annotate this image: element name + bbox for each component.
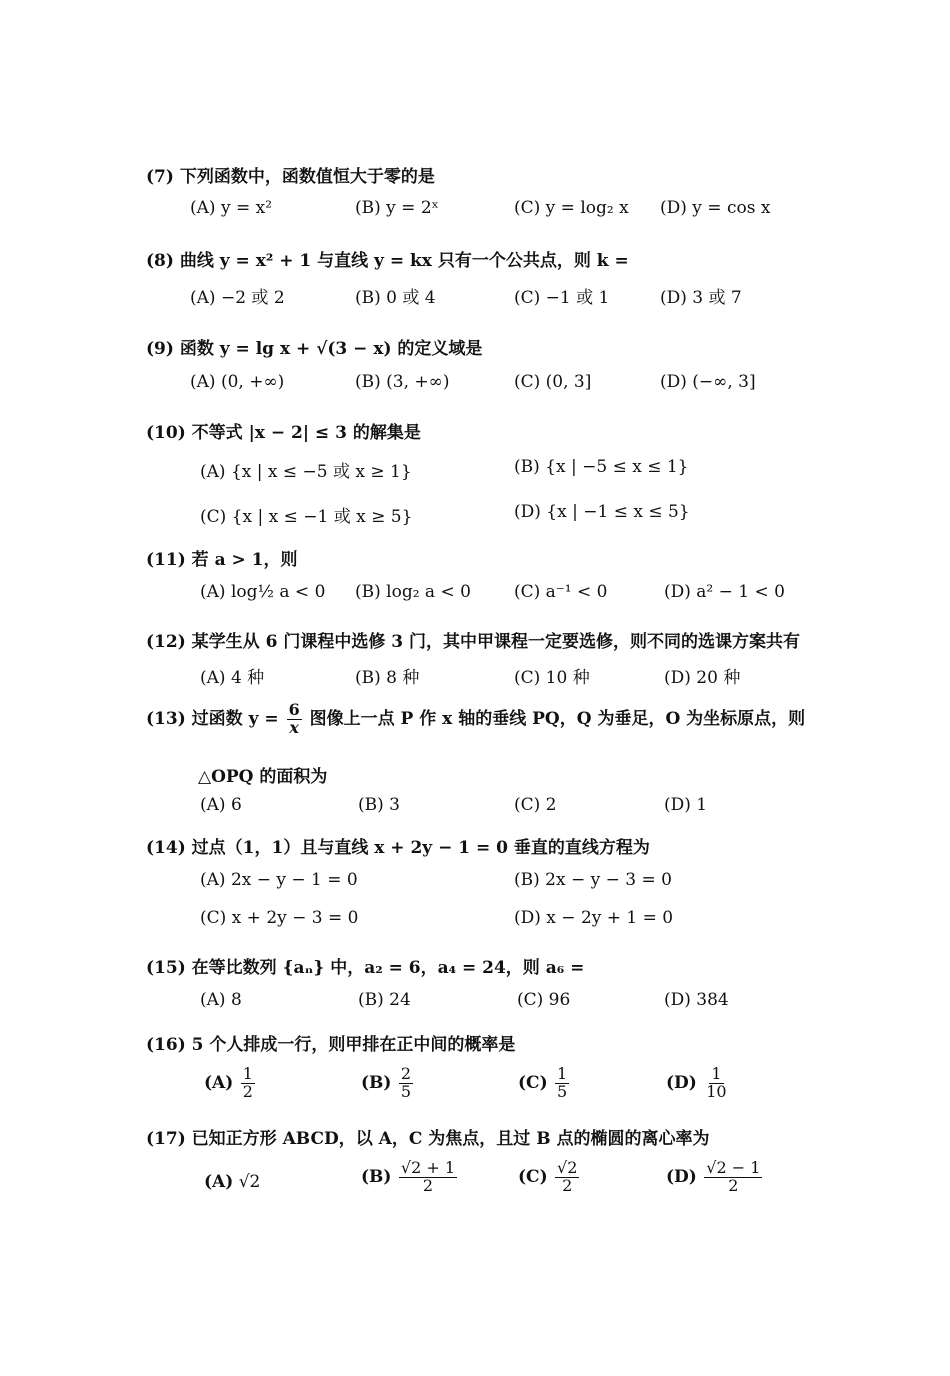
option-d: (D) (−∞, 3]: [660, 372, 756, 392]
fraction-denominator: 2: [422, 1175, 434, 1195]
question-11: [146, 545, 298, 570]
fraction-denominator: 10: [706, 1081, 727, 1101]
fraction-denominator: 2: [242, 1081, 253, 1101]
option-label: (C): [518, 1166, 548, 1187]
option-b: [361, 1066, 415, 1101]
option-d: (D) x − 2y + 1 = 0: [514, 908, 674, 928]
question-stem: 5 个人排成一行，则甲排在正中间的概率是: [191, 1035, 516, 1055]
question-stem-part-a: 过函数 y =: [191, 708, 285, 729]
question-number: (7): [146, 167, 174, 187]
fraction: [704, 1066, 728, 1101]
option-label: (D): [666, 1166, 697, 1187]
question-number: (10): [146, 423, 186, 443]
fraction-numerator: 6: [288, 700, 300, 719]
fraction-numerator: √2: [557, 1158, 578, 1177]
option-c: (C) 96: [517, 990, 571, 1010]
option-d: (D) a² − 1 < 0: [664, 582, 785, 602]
fraction-denominator: 5: [400, 1081, 412, 1101]
fraction-numerator: 1: [242, 1064, 253, 1083]
option-label: (B): [361, 1166, 392, 1187]
option-d: (D) 384: [664, 990, 729, 1010]
question-13: [146, 702, 805, 737]
question-number: (16): [146, 1035, 186, 1055]
fraction-numerator: 1: [557, 1064, 568, 1083]
option-a: [204, 1066, 257, 1101]
fraction: [704, 1160, 762, 1195]
question-7: [146, 162, 435, 187]
option-d: (D) {x | −1 ≤ x ≤ 5}: [514, 502, 690, 522]
option-a: (A) 4 种: [200, 668, 265, 688]
option-b: (B) 3: [358, 795, 400, 815]
option-a: (A) 2x − y − 1 = 0: [200, 870, 358, 890]
fraction-denominator: 5: [557, 1081, 568, 1101]
option-d: [666, 1066, 731, 1101]
option-a: (A) {x | x ≤ −5 或 x ≥ 1}: [200, 462, 412, 482]
question-16: [146, 1030, 515, 1055]
question-number: (13): [146, 708, 186, 729]
option-value: √2: [238, 1172, 261, 1192]
question-stem: 函数 y = lg x + √(3 − x) 的定义域是: [179, 339, 483, 359]
option-label: (D): [666, 1072, 697, 1093]
option-c: (C) −1 或 1: [514, 288, 610, 308]
option-b: (B) log₂ a < 0: [355, 582, 471, 602]
option-c: (C) 10 种: [514, 668, 590, 688]
fraction-denominator: 2: [562, 1175, 573, 1195]
question-stem: 若 a > 1，则: [191, 550, 298, 570]
option-b: (B) {x | −5 ≤ x ≤ 1}: [514, 457, 689, 477]
option-a: (A) −2 或 2: [190, 288, 285, 308]
fraction-denominator: x: [289, 717, 299, 737]
option-c: [518, 1066, 571, 1101]
option-a: (A) log½ a < 0: [200, 582, 326, 602]
question-13-line-2: △OPQ 的面积为: [198, 767, 328, 787]
option-d: (D) 3 或 7: [660, 288, 742, 308]
fraction-denominator: 2: [728, 1175, 739, 1195]
fraction-numerator: 1: [711, 1064, 722, 1083]
option-a: (A) (0, +∞): [190, 372, 285, 392]
option-c: (C) {x | x ≤ −1 或 x ≥ 5}: [200, 507, 413, 527]
fraction: [399, 1066, 413, 1101]
question-number: (9): [146, 339, 174, 359]
option-b: (B) 24: [358, 990, 411, 1010]
option-label: (C): [518, 1072, 548, 1093]
option-d: (D) 1: [664, 795, 708, 815]
option-c: (C) 2: [514, 795, 557, 815]
question-15: [146, 953, 584, 978]
question-stem: 下列函数中，函数值恒大于零的是: [179, 167, 435, 187]
option-b: (B) (3, +∞): [355, 372, 450, 392]
question-stem: 过点（1，1）且与直线 x + 2y − 1 = 0 垂直的直线方程为: [191, 838, 650, 858]
option-c: [518, 1160, 581, 1195]
question-9: [146, 334, 482, 359]
question-number: (8): [146, 251, 174, 271]
option-label: (B): [361, 1072, 392, 1093]
question-stem: 已知正方形 ABCD，以 A，C 为焦点，且过 B 点的椭圆的离心率为: [191, 1129, 710, 1149]
option-label: (A): [204, 1072, 234, 1093]
fraction: [399, 1160, 457, 1195]
question-stem: 不等式 |x − 2| ≤ 3 的解集是: [191, 423, 421, 443]
question-stem: 曲线 y = x² + 1 与直线 y = kx 只有一个公共点，则 k =: [179, 251, 629, 271]
fraction-numerator: 2: [400, 1064, 412, 1083]
question-10: [146, 418, 421, 443]
option-c: (C) a⁻¹ < 0: [514, 582, 608, 602]
question-number: (14): [146, 838, 186, 858]
option-b: (B) 0 或 4: [355, 288, 436, 308]
question-number: (12): [146, 632, 186, 652]
option-a: (A) y = x²: [190, 198, 273, 218]
fraction: [287, 702, 302, 737]
option-c: (C) (0, 3]: [514, 372, 592, 392]
question-14: [146, 833, 650, 858]
option-d: (D) 20 种: [664, 668, 741, 688]
option-b: (B) 2x − y − 3 = 0: [514, 870, 672, 890]
option-a: [204, 1172, 260, 1192]
question-number: (11): [146, 550, 186, 570]
option-b: (B) y = 2ˣ: [355, 198, 439, 218]
question-8: [146, 246, 629, 271]
question-stem: 在等比数列 {aₙ} 中，a₂ = 6，a₄ = 24，则 a₆ =: [191, 958, 585, 978]
fraction-numerator: √2 + 1: [400, 1158, 456, 1177]
question-stem-part-b: 图像上一点 P 作 x 轴的垂线 PQ，Q 为垂足，O 为坐标原点，则: [303, 708, 806, 729]
option-c: (C) x + 2y − 3 = 0: [200, 908, 359, 928]
fraction: [555, 1160, 579, 1195]
option-label: (A): [204, 1172, 234, 1192]
option-c: (C) y = log₂ x: [514, 198, 629, 218]
question-12: [146, 627, 800, 652]
fraction: [555, 1066, 569, 1101]
fraction-numerator: √2 − 1: [706, 1158, 761, 1177]
question-number: (17): [146, 1129, 186, 1149]
fraction: [241, 1066, 255, 1101]
option-b: [361, 1160, 459, 1195]
option-a: (A) 8: [200, 990, 242, 1010]
option-a: (A) 6: [200, 795, 242, 815]
question-number: (15): [146, 958, 186, 978]
option-b: (B) 8 种: [355, 668, 420, 688]
option-d: (D) y = cos x: [660, 198, 771, 218]
question-17: [146, 1124, 710, 1149]
question-stem: 某学生从 6 门课程中选修 3 门，其中甲课程一定要选修，则不同的选课方案共有: [191, 632, 801, 652]
option-d: [666, 1160, 764, 1195]
